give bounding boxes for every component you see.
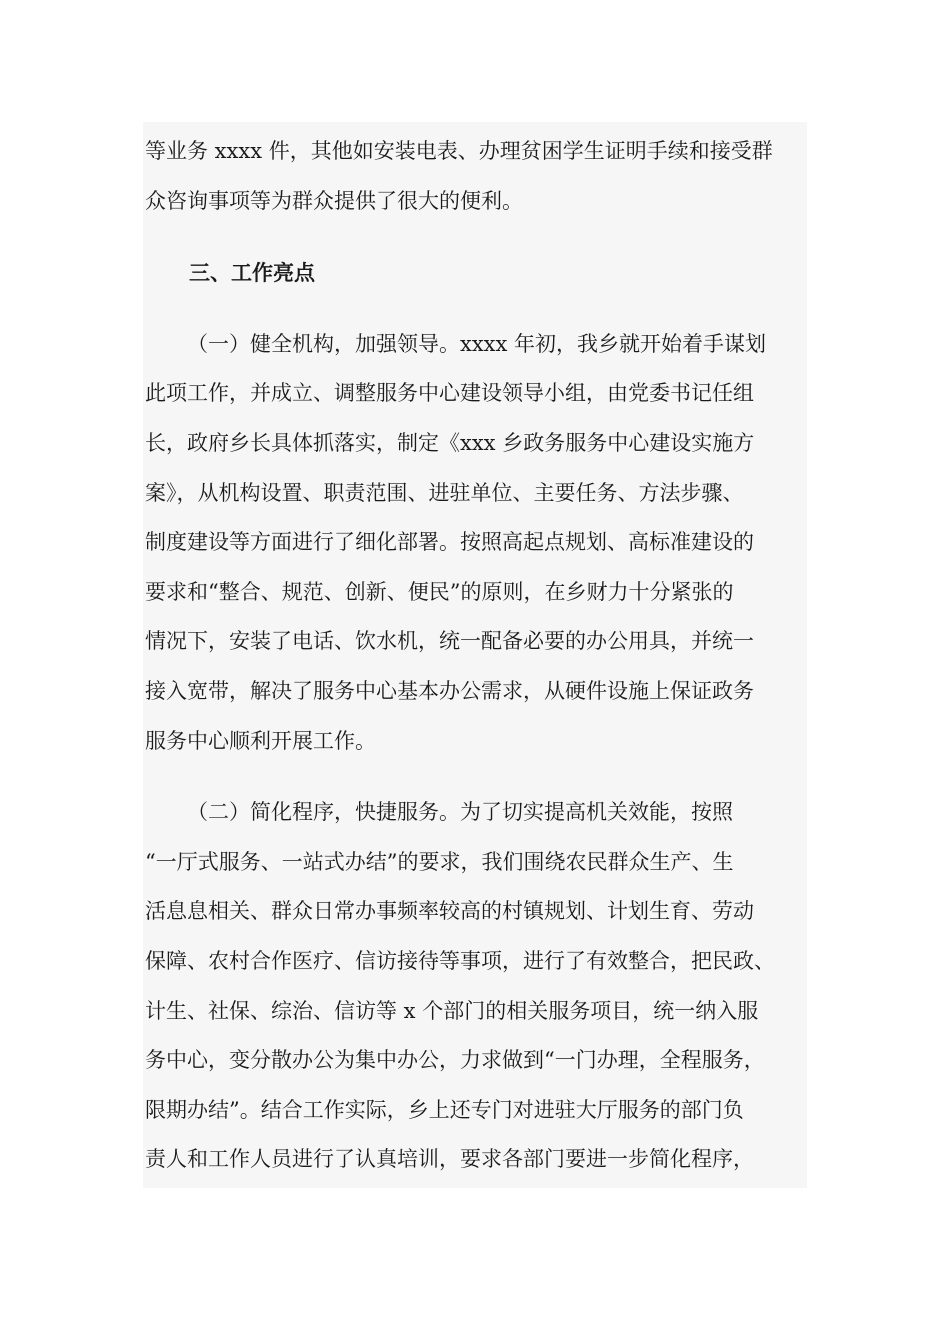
document-body — [145, 127, 817, 1185]
paragraph-item-1 — [145, 320, 817, 766]
text-line: 务中心，变分散办公为集中办公，力求做到“一门办理，全程服务， — [145, 1048, 765, 1073]
text-line: 制度建设等方面进行了细化部署。按照高起点规划、高标准建设的 — [145, 530, 754, 555]
text-line: 情况下，安装了电话、饮水机，统一配备必要的办公用具，并统一 — [145, 629, 754, 654]
text-line: 保障、农村合作医疗、信访接待等事项，进行了有效整合，把民政、 — [145, 948, 775, 973]
text-line: 长，政府乡长具体抓落实，制定《xxx 乡政务服务中心建设实施方 — [145, 430, 755, 455]
text-line: 等业务 xxxx 件，其他如安装电表、办理贫困学生证明手续和接受群 — [145, 139, 773, 163]
text-line: 责人和工作人员进行了认真培训，要求各部门要进一步简化程序， — [145, 1147, 754, 1172]
paragraph-item-2 — [145, 788, 817, 1185]
text-line: （二）简化程序，快捷服务。为了切实提高机关效能，按照 — [187, 800, 733, 825]
text-line: 此项工作，并成立、调整服务中心建设领导小组，由党委书记任组 — [145, 381, 754, 406]
paragraph-intro-tail — [145, 127, 817, 226]
text-line: （一）健全机构，加强领导。xxxx 年初，我乡就开始着手谋划 — [187, 331, 767, 356]
section-heading-text: 三、工作亮点 — [189, 260, 315, 286]
text-line: 服务中心顺利开展工作。 — [145, 728, 376, 753]
text-line: 限期办结”。结合工作实际，乡上还专门对进驻大厅服务的部门负 — [145, 1097, 744, 1122]
text-line: 计生、社保、综治、信访等 x 个部门的相关服务项目，统一纳入服 — [145, 998, 759, 1023]
text-line: 案》，从机构设置、职责范围、进驻单位、主要任务、方法步骤、 — [145, 480, 744, 505]
text-line: 众咨询事项等为群众提供了很大的便利。 — [145, 188, 523, 213]
section-heading — [145, 248, 817, 298]
text-line: 活息息相关、群众日常办事频率较高的村镇规划、计划生育、劳动 — [145, 899, 754, 924]
text-line: 接入宽带，解决了服务中心基本办公需求，从硬件设施上保证政务 — [145, 678, 754, 703]
text-line: 要求和“整合、规范、创新、便民”的原则，在乡财力十分紧张的 — [145, 579, 734, 604]
paragraph-gap — [145, 766, 817, 788]
text-line: “一厅式服务、一站式办结”的要求，我们围绕农民群众生产、生 — [145, 849, 734, 874]
